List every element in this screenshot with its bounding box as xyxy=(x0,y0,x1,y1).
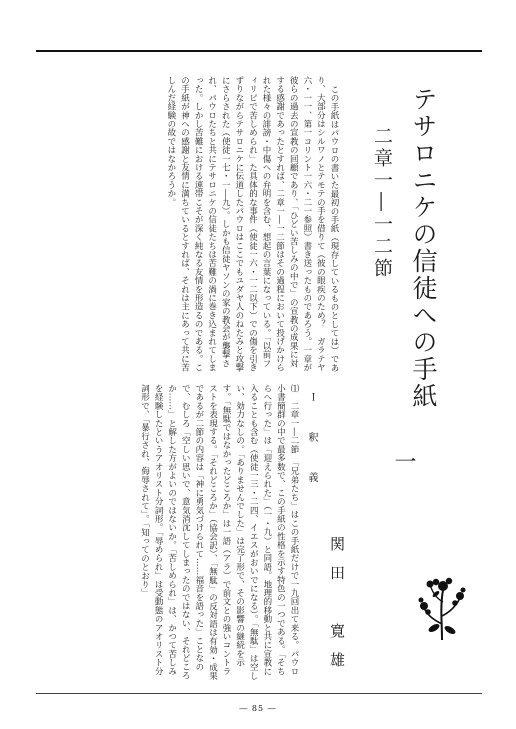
page-number: ― 85 ― xyxy=(239,704,277,713)
section-heading: Ｉ 釈 義 xyxy=(306,392,317,492)
author-name: 関田 寛雄 xyxy=(328,536,346,681)
article-title: テサロニケの信徒への手紙 xyxy=(409,86,438,410)
article-subtitle: 二章一―一二節 xyxy=(371,126,393,280)
intro-paragraph: この手紙はパウロの書いた最初の手紙（現存しているものとしては）であり、大部分はシルワノとテモテの手を借りて（彼の眼疾のため？ ガラテヤ六・一一、第一コリント一六・二一参照）書き送ったものであろう。一章が彼らの過去の宣教の回顧であり、「ひどい苦しみの中で」の宣教の成果に対する感謝であったとすれば、二章一―一二節はその過程において投げかけられた様々の誹謗・中傷への弁明を含む、想起の言葉になっている。「以前フィリピで苦しめられ」た具体的な事件（使徒一六・一二以下）での傷を引きずりながらテサロニケに伝道したパウロはここでもユダヤ人のねたみと攻撃にさらされた（使徒一七・一―九）。しかも信徒ヤソンの家の教会が襲撃され、パウロたちと共にテサロニケの信徒たちは苦難の渦に巻き込まれてしまった。しかし苦難における連帯こそが深く純なる友情を形造るのである。この手紙が神への感謝と友情に満ちているとすれば、それは主にあって共に苦しんだ経験の故ではなかろうか。 xyxy=(165,76,339,372)
top-rule xyxy=(36,50,482,52)
section-paragraph: ⑴ 二章一―二節 「兄弟たち」はこの手紙だけで一九回出て来る。パウロ小書簡群の中で最多数で、この手紙の性格を示す特色の一つである。「そちらへ行った」は「迎えられた」（一・九）と同語。地理的移動と共に宣教に入ることも含む（使徒一三・二四、イエスがおいでになる）。「無駄」は空しい、効力なしの。「ありませんでした」は完了形で、その影響の継続を示す。「無駄ではなかったどころか」は一語（アラ）で前文との強いコントラストを表現する。「それどころか」（協会訳）、「無駄」の反対語は有効・成果であるが二節の内容は「神に勇気づけられて……福音を語った」ことなので、むしろ「空しい思いで、意気消沈してしまったのではない、それどころか……」と解した方がよいのではないか。「苦しめられ」は、かつて苦しみを経験したというアオリスト分詞形。「辱められ」は受動態のアオリスト分詞形で、「暴行され、侮辱されて」。「知ってのとおり」 xyxy=(139,384,299,681)
section-body xyxy=(40,384,300,684)
bottom-rule xyxy=(36,693,482,694)
intro-text xyxy=(40,76,340,376)
article-title-number: 一 xyxy=(391,450,416,472)
floral-ornament-icon xyxy=(418,572,466,646)
